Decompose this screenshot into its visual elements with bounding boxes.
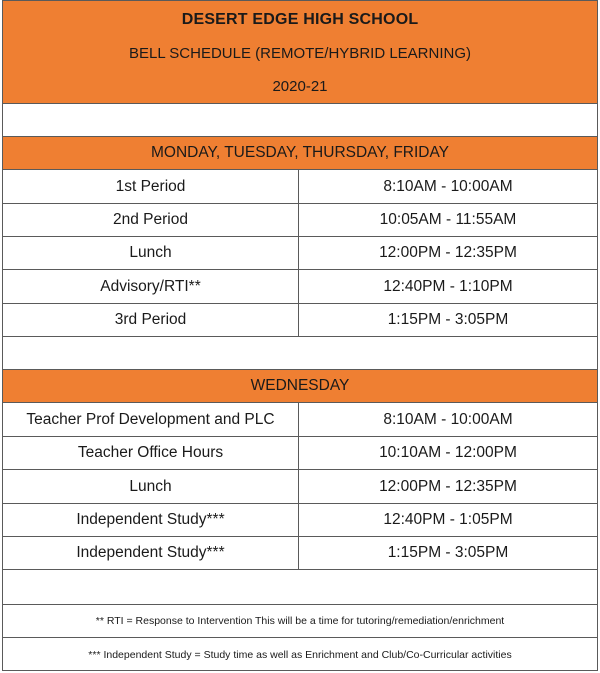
spacer-row xyxy=(3,337,597,370)
section-heading-wednesday: WEDNESDAY xyxy=(3,370,597,403)
period-time: 10:05AM - 11:55AM xyxy=(379,211,517,228)
section-heading-mtthf: MONDAY, TUESDAY, THURSDAY, FRIDAY xyxy=(3,137,597,170)
period-label: Independent Study*** xyxy=(3,504,299,536)
spacer-row xyxy=(3,104,597,137)
title-block xyxy=(3,1,597,104)
period-label: Teacher Office Hours xyxy=(3,437,299,469)
period-time: 8:10AM - 10:00AM xyxy=(383,410,513,428)
footnote-rti: ** RTI = Response to Intervention This will be a time for tutoring/remediation/enrichment xyxy=(3,605,597,638)
table-row xyxy=(3,170,597,204)
period-label: 3rd Period xyxy=(3,304,299,336)
period-time: 12:40PM - 1:05PM xyxy=(383,511,513,528)
school-name: DESERT EDGE HIGH SCHOOL xyxy=(181,11,419,28)
table-row xyxy=(3,304,597,337)
period-label: Lunch xyxy=(3,470,299,503)
table-row xyxy=(3,470,597,504)
period-label: Lunch xyxy=(3,237,299,269)
schedule-subtitle: BELL SCHEDULE (REMOTE/HYBRID LEARNING) xyxy=(128,44,471,62)
period-time: 12:00PM - 12:35PM xyxy=(379,244,517,261)
table-row xyxy=(3,437,597,470)
period-time: 1:15PM - 3:05PM xyxy=(387,311,509,328)
period-time: 8:10AM - 10:00AM xyxy=(383,177,513,195)
footnote-independent-study: *** Independent Study = Study time as well as Enrichment and Club/Co-Curricular activities xyxy=(88,648,512,661)
period-label: Independent Study*** xyxy=(3,537,299,569)
period-time: 10:10AM - 12:00PM xyxy=(379,444,517,461)
period-time: 1:15PM - 3:05PM xyxy=(387,544,509,561)
period-time: 12:00PM - 12:35PM xyxy=(379,477,517,495)
table-row xyxy=(3,403,597,437)
period-time: 12:40PM - 1:10PM xyxy=(383,277,513,295)
period-label: 2nd Period xyxy=(3,204,299,236)
table-row xyxy=(3,237,597,270)
table-row xyxy=(3,537,597,570)
period-label: 1st Period xyxy=(3,170,299,203)
table-row xyxy=(3,504,597,537)
bell-schedule-table xyxy=(2,0,598,671)
period-label: Advisory/RTI** xyxy=(3,270,299,303)
school-year: 2020-21 xyxy=(272,77,328,95)
table-row xyxy=(3,270,597,304)
table-row xyxy=(3,204,597,237)
spacer-row xyxy=(3,570,597,605)
period-label: Teacher Prof Development and PLC xyxy=(3,403,299,436)
